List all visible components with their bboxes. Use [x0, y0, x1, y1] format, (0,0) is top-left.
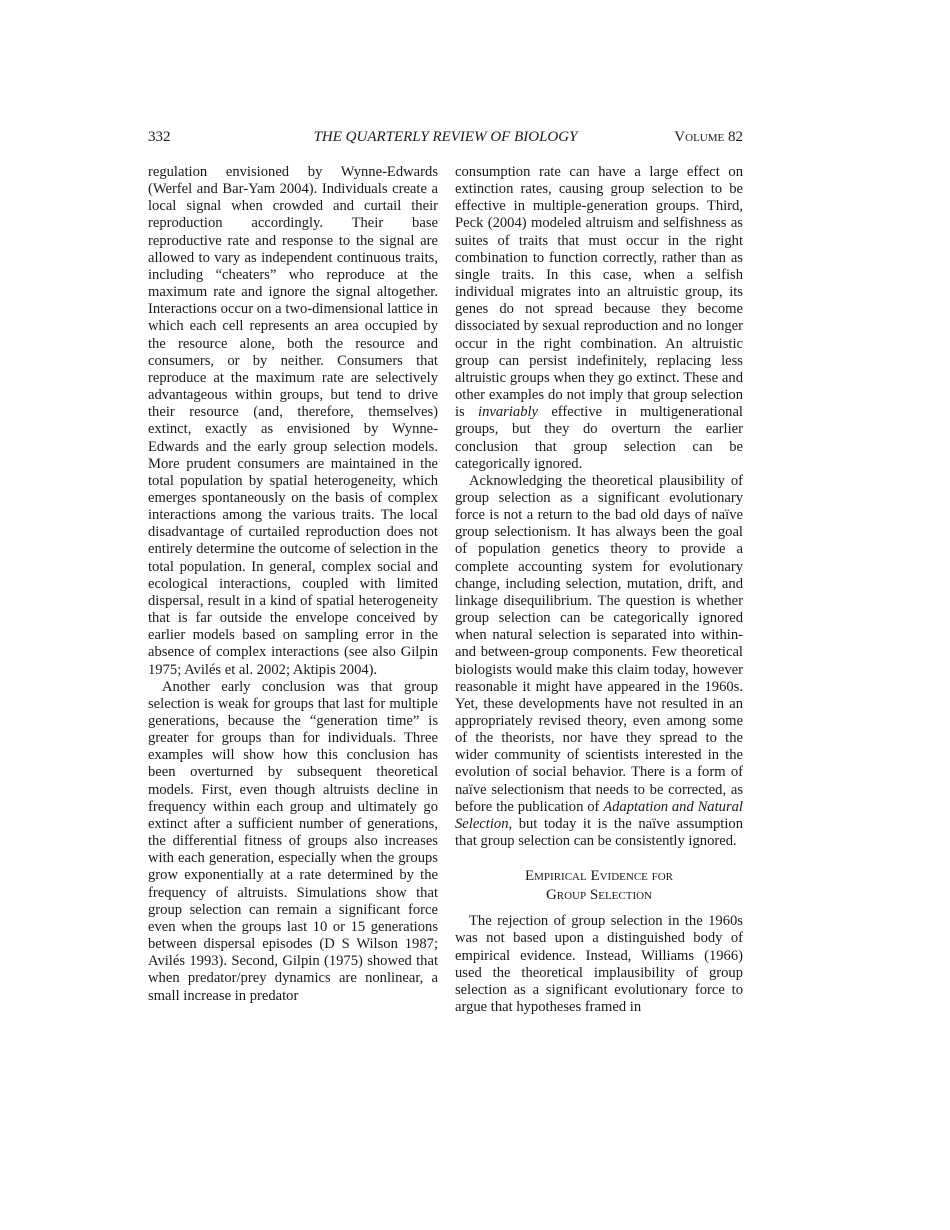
italic-term: invariably: [478, 404, 539, 421]
body-paragraph: [455, 164, 743, 473]
page-number: 332: [148, 129, 171, 145]
body-paragraph: regulation envisioned by Wynne-Edwards (Werfel and Bar-Yam 2004). Individuals create a local signal when crowded and curtail their reproduction accordingly. Their base reproductive rate and response to the signal are allowed to vary as independent continuous traits, including “cheaters” who reproduce at the maximum rate and ignore the signal altogether. Interactions occur on a two-dimensional lattice in which each cell represents an area occupied by the resource alone, both the resource and consumers, or by neither. Consumers that reproduce at the maximum rate are selectively advantageous within groups, but tend to drive their resource (and, therefore, themselves) extinct, exactly as envisioned by Wynne-Edwards and the early group selection models. More prudent consumers are maintained in the total population by spatial heterogeneity, which emerges spontaneously on the basis of complex interactions among the various traits. The local disadvantage of curtailed reproduction does not entirely determine the outcome of selection in the total population. In general, complex social and ecological interactions, coupled with limited dispersal, result in a kind of spatial heterogeneity that is far outside the envelope conceived by earlier models based on sampling error in the absence of complex interactions (see also Gilpin 1975; Avilés et al. 2002; Aktipis 2004).: [148, 164, 438, 678]
text-run: Acknowledging the theoretical plausibility of group selection as a significant evolutionary force is not a return to the bad old days of naïve group selectionism. It has always been the goal of population genetics theory to provide a complete accounting system for evolutionary change, including selection, mutation, drift, and linkage disequilibrium. The question is whether group selection can be categorically ignored when natural selection is separated into within- and between-group components. Few theoretical biologists would make this claim today, however reasonable it might have appeared in the 1960s. Yet, these developments have not resulted in an appropriately revised theory, even among some of the theorists, nor have they spread to the wider community of scientists interested in the evolution of social behavior. There is a form of naïve selectionism that needs to be corrected, as before the publication of: [455, 472, 743, 815]
text-run: consumption rate can have a large effect on extinction rates, causing group selection to be effective in multiple-generation groups. Third, Peck (2004) modeled altruism and selfishness as suites of traits that must occur in the right combination to function correctly, rather than as single traits. In this case, when a selfish individual migrates into an altruistic group, its genes do not spread because they become dissociated by sexual reproduction and no longer occur in the right combination. An altruistic group can persist indefinitely, replacing less altruistic groups when they go extinct. These and other examples do not imply that group selection is: [455, 164, 743, 421]
body-paragraph: [455, 473, 743, 850]
text-run: but today it is the naïve assumption that group selection can be consistently ignored.: [455, 815, 743, 850]
text-run: effective in multigenerational groups, but they do overturn the earlier conclusion that group selection can be categorically ignored.: [455, 404, 743, 472]
section-heading-line: Empirical Evidence for: [524, 868, 674, 885]
section-heading: [455, 867, 743, 905]
right-column: [455, 164, 743, 1016]
body-paragraph: Another early conclusion was that group selection is weak for groups that last for multiple generations, because the “generation time” is greater for groups than for individuals. Three examples will show how this conclusion has been overturned by subsequent theoretical models. First, even though altruists decline in frequency within each group and ultimately go extinct after a sufficient number of generations, the differential fitness of groups also increases with each generation, especially when the groups grow exponentially at a rate determined by the frequency of altruists. Simulations show that group selection can remain a significant force even when the groups last 10 or 15 generations between dispersal episodes (D S Wilson 1987; Avilés 1993). Second, Gilpin (1975) showed that when predator/prey dynamics are nonlinear, a small increase in predator: [148, 678, 438, 1004]
volume-label: Volume 82: [674, 129, 743, 145]
body-paragraph: The rejection of group selection in the 1960s was not based upon a distinguished body of empirical evidence. Instead, Williams (1966) used the theoretical implausibility of group selection as a significant evolutionary force to argue that hypotheses framed in: [455, 913, 743, 1016]
left-column: [148, 164, 438, 1005]
running-head: [148, 129, 743, 149]
journal-title: THE QUARTERLY REVIEW OF BIOLOGY: [313, 129, 578, 145]
section-heading-line: Group Selection: [545, 887, 653, 904]
italic-book-title: Adaptation and Natural Selection,: [455, 798, 743, 832]
